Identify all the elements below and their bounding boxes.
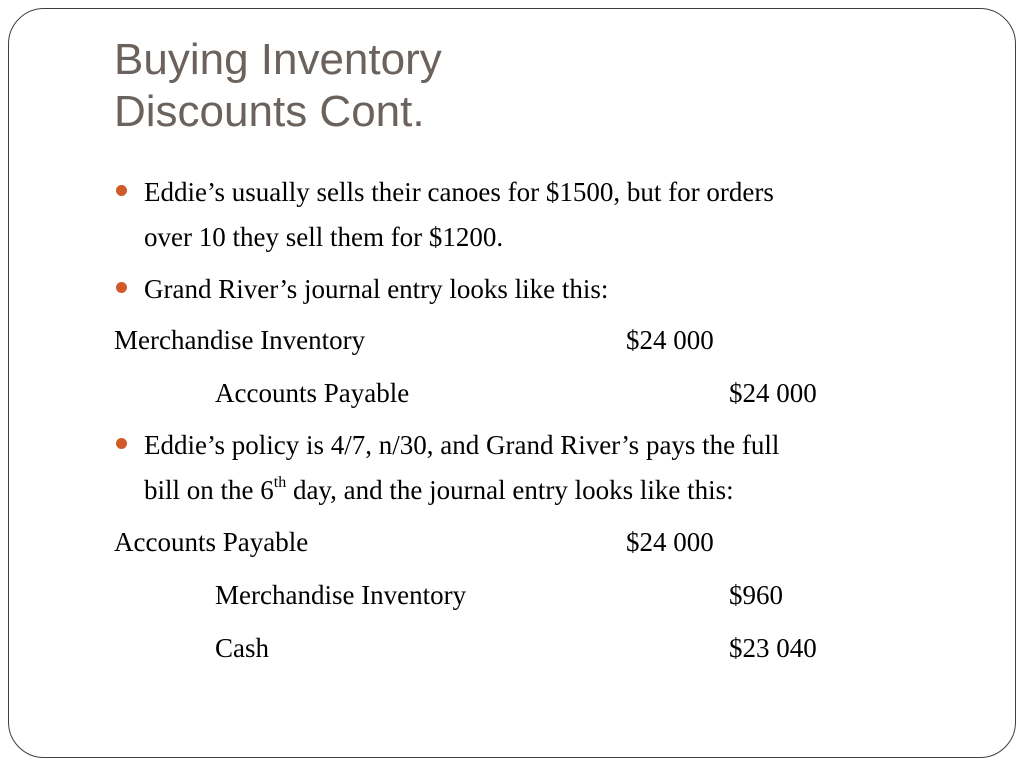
journal-2-debit-1: $24 000 — [626, 527, 714, 557]
journal-2-account-3: Cash — [215, 633, 269, 663]
bullet-2-line-1: Grand River’s journal entry looks like this: — [144, 274, 609, 304]
journal-2-account-1: Accounts Payable — [114, 527, 309, 557]
journal-2-credit-3: $23 040 — [729, 633, 817, 663]
slide-title — [114, 34, 442, 138]
bullet-3-line-2 — [144, 468, 779, 513]
bullet-dot-icon — [116, 185, 127, 196]
bullet-item-3 — [114, 423, 779, 513]
ordinal-suffix: th — [273, 474, 287, 491]
bullet-3-line-1: Eddie’s policy is 4/7, n/30, and Grand River’s pays the full — [144, 430, 780, 460]
bullet-1-line-2: over 10 they sell them for $1200. — [144, 222, 504, 252]
bullet-dot-icon — [116, 438, 127, 449]
journal-1-credit-2: $24 000 — [729, 378, 817, 408]
journal-2-credit-2: $960 — [729, 580, 783, 610]
bullet-item-1 — [114, 170, 774, 260]
bullet-dot-icon — [116, 282, 127, 293]
bullet-item-2 — [114, 267, 608, 312]
journal-1-account-2: Accounts Payable — [215, 378, 410, 408]
journal-1-debit-1: $24 000 — [626, 325, 714, 355]
title-line-1: Buying Inventory — [114, 35, 442, 84]
journal-2-account-2: Merchandise Inventory — [215, 580, 467, 610]
journal-1-account-1: Merchandise Inventory — [114, 325, 366, 355]
title-line-2: Discounts Cont. — [114, 87, 425, 136]
bullet-1-line-1: Eddie’s usually sells their canoes for $1500, but for orders — [144, 177, 774, 207]
bullet-3-line-2-post: day, and the journal entry looks like this: — [286, 475, 734, 505]
bullet-3-line-2-pre: bill on the 6 — [144, 475, 274, 505]
